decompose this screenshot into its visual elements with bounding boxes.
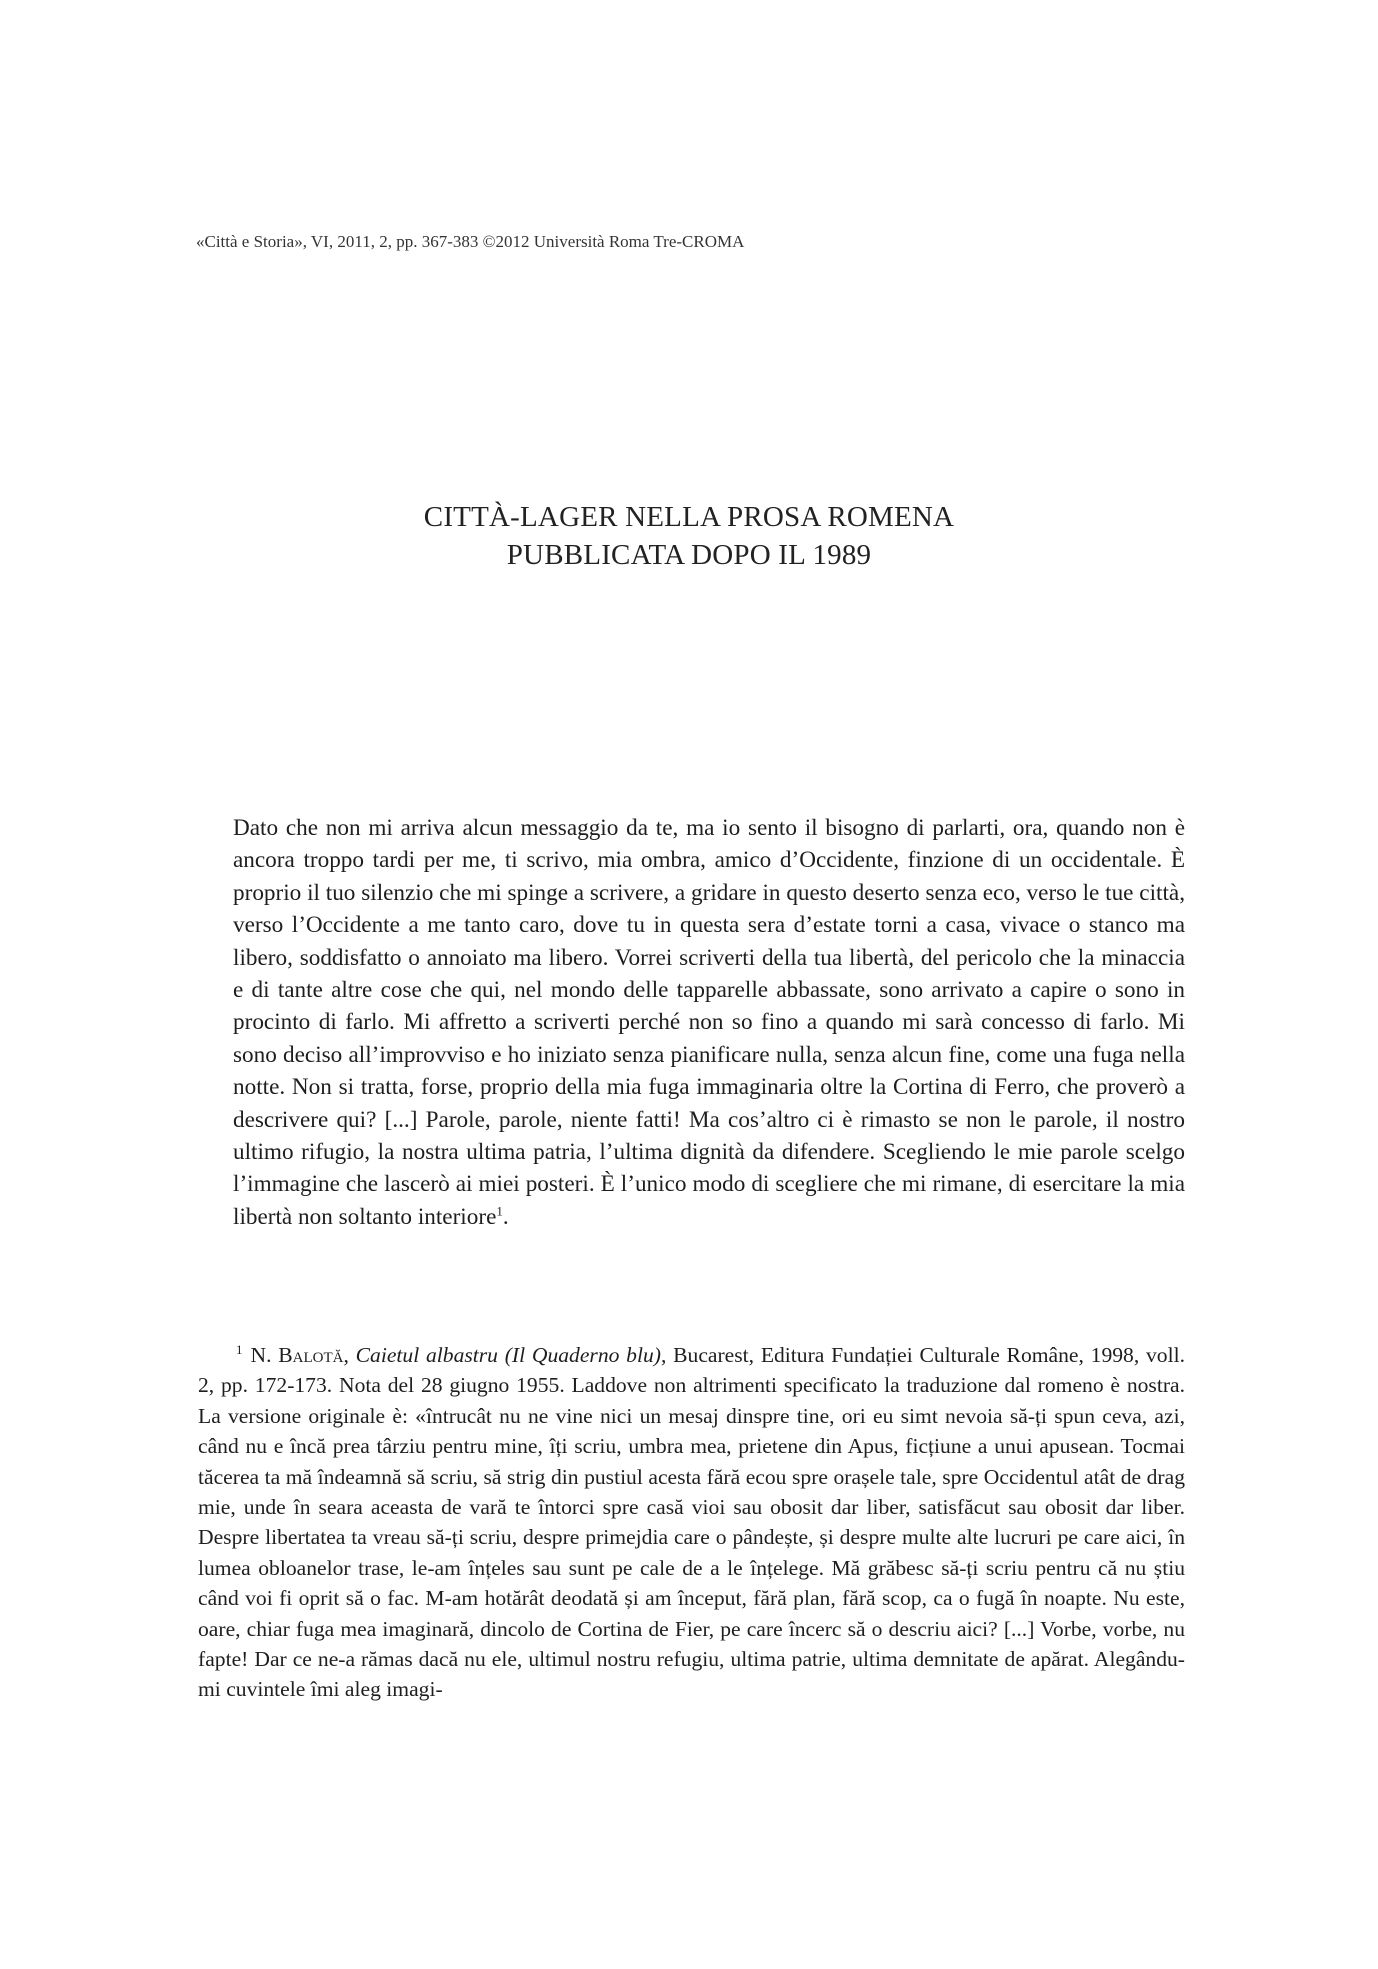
- quote-end: .: [502, 1203, 509, 1230]
- footnote-text: , Bucarest, Editura Fundației Culturale Române, 1998, voll. 2, pp. 172-173. Nota del 28 giugno 1955. Laddove non altrimenti specificato la traduzione dal romeno è nostra. La versione originale è: «întrucât nu ne vine nici un mesaj dinspre tine, ori eu simt nevoia să-ți spun ceva, azi, când nu e încă prea târziu pentru mine, îți scriu, umbra mea, prietene din Apus, ficțiune a unui apusean. Tocmai tăcerea ta mă îndeamnă să scriu, să strig din pustiul acesta fără ecou spre orașele tale, spre Occidentul atât de drag mie, unde în seara aceasta de vară te întorci spre casă vioi sau obosit dar liber, satisfăcut sau obosit dar liber. Despre libertatea ta vreau să-ți scriu, despre primejdia care o pândește, și despre multe alte lucruri pe care aici, în lumea obloanelor trase, le-am înțeles sau sunt pe cale de a le înțelege. Mă grăbesc să-ți scriu pentru că nu știu când voi fi oprit să o fac. M-am hotărât deodată și am început, fără plan, fără scop, ca o fugă în noapte. Nu este, oare, chiar fuga mea imaginară, dincolo de Cortina de Fier, pe care încerc să o descriu aici? [...] Vorbe, vorbe, nu fapte! Dar ce ne-a rămas dacă nu ele, ultimul nostru refugiu, ultima patrie, ultima demnitate de apărat. Alegându-mi cuvintele îmi aleg imagi-: [198, 1343, 1185, 1702]
- quote-text: Dato che non mi arriva alcun messaggio da te, ma io sento il bisogno di parlarti, ora, quando non è ancora troppo tardi per me, ti scrivo, mia ombra, amico d’Occidente, finzione di un occidentale. È proprio il tuo silenzio che mi spinge a scrivere, a gridare in questo deserto senza eco, verso le tue città, verso l’Occidente a me tanto caro, dove tu in questa sera d’estate torni a casa, vivace o stanco ma libero, soddisfatto o annoiato ma libero. Vorrei scriverti della tua libertà, del pericolo che la minaccia e di tante altre cose che qui, nel mondo delle tapparelle abbassate, sono arrivato a capire o sono in procinto di farlo. Mi affretto a scriverti perché non so fino a quando mi sarà concesso di farlo. Mi sono deciso all’improvviso e ho iniziato senza pianificare nulla, senza alcun fine, come una fuga nella notte. Non si tratta, forse, proprio della mia fuga immaginaria oltre la Cortina di Ferro, che proverò a descrivere qui? [...] Parole, parole, niente fatti! Ma cos’altro ci è rimasto se non le parole, il nostro ultimo rifugio, la nostra ultima patria, l’ultima dignità da difendere. Scegliendo le mie parole scelgo l’immagine che lascerò ai miei posteri. È l’unico modo di scegliere che mi rimane, di esercitare la mia libertà non soltanto interiore: [233, 815, 1185, 1230]
- footnote-author: N. Balotă,: [250, 1343, 349, 1367]
- epigraph-quote: [233, 812, 1185, 1233]
- title-line-2: PUBBLICATA DOPO IL 1989: [506, 539, 872, 571]
- journal-citation: «Città e Storia», VI, 2011, 2, pp. 367-383 ©2012 Università Roma Tre-CROMA: [196, 232, 745, 251]
- footnote-ref[interactable]: 1: [496, 1203, 503, 1219]
- title-line-1: CITTÀ-LAGER NELLA PROSA ROMENA: [423, 501, 955, 533]
- footnote-book-title: Caietul albastru (Il Quaderno blu): [355, 1343, 661, 1367]
- article-title: [0, 498, 1378, 574]
- footnote-number: 1: [236, 1341, 243, 1357]
- footnote-1: [198, 1340, 1185, 1705]
